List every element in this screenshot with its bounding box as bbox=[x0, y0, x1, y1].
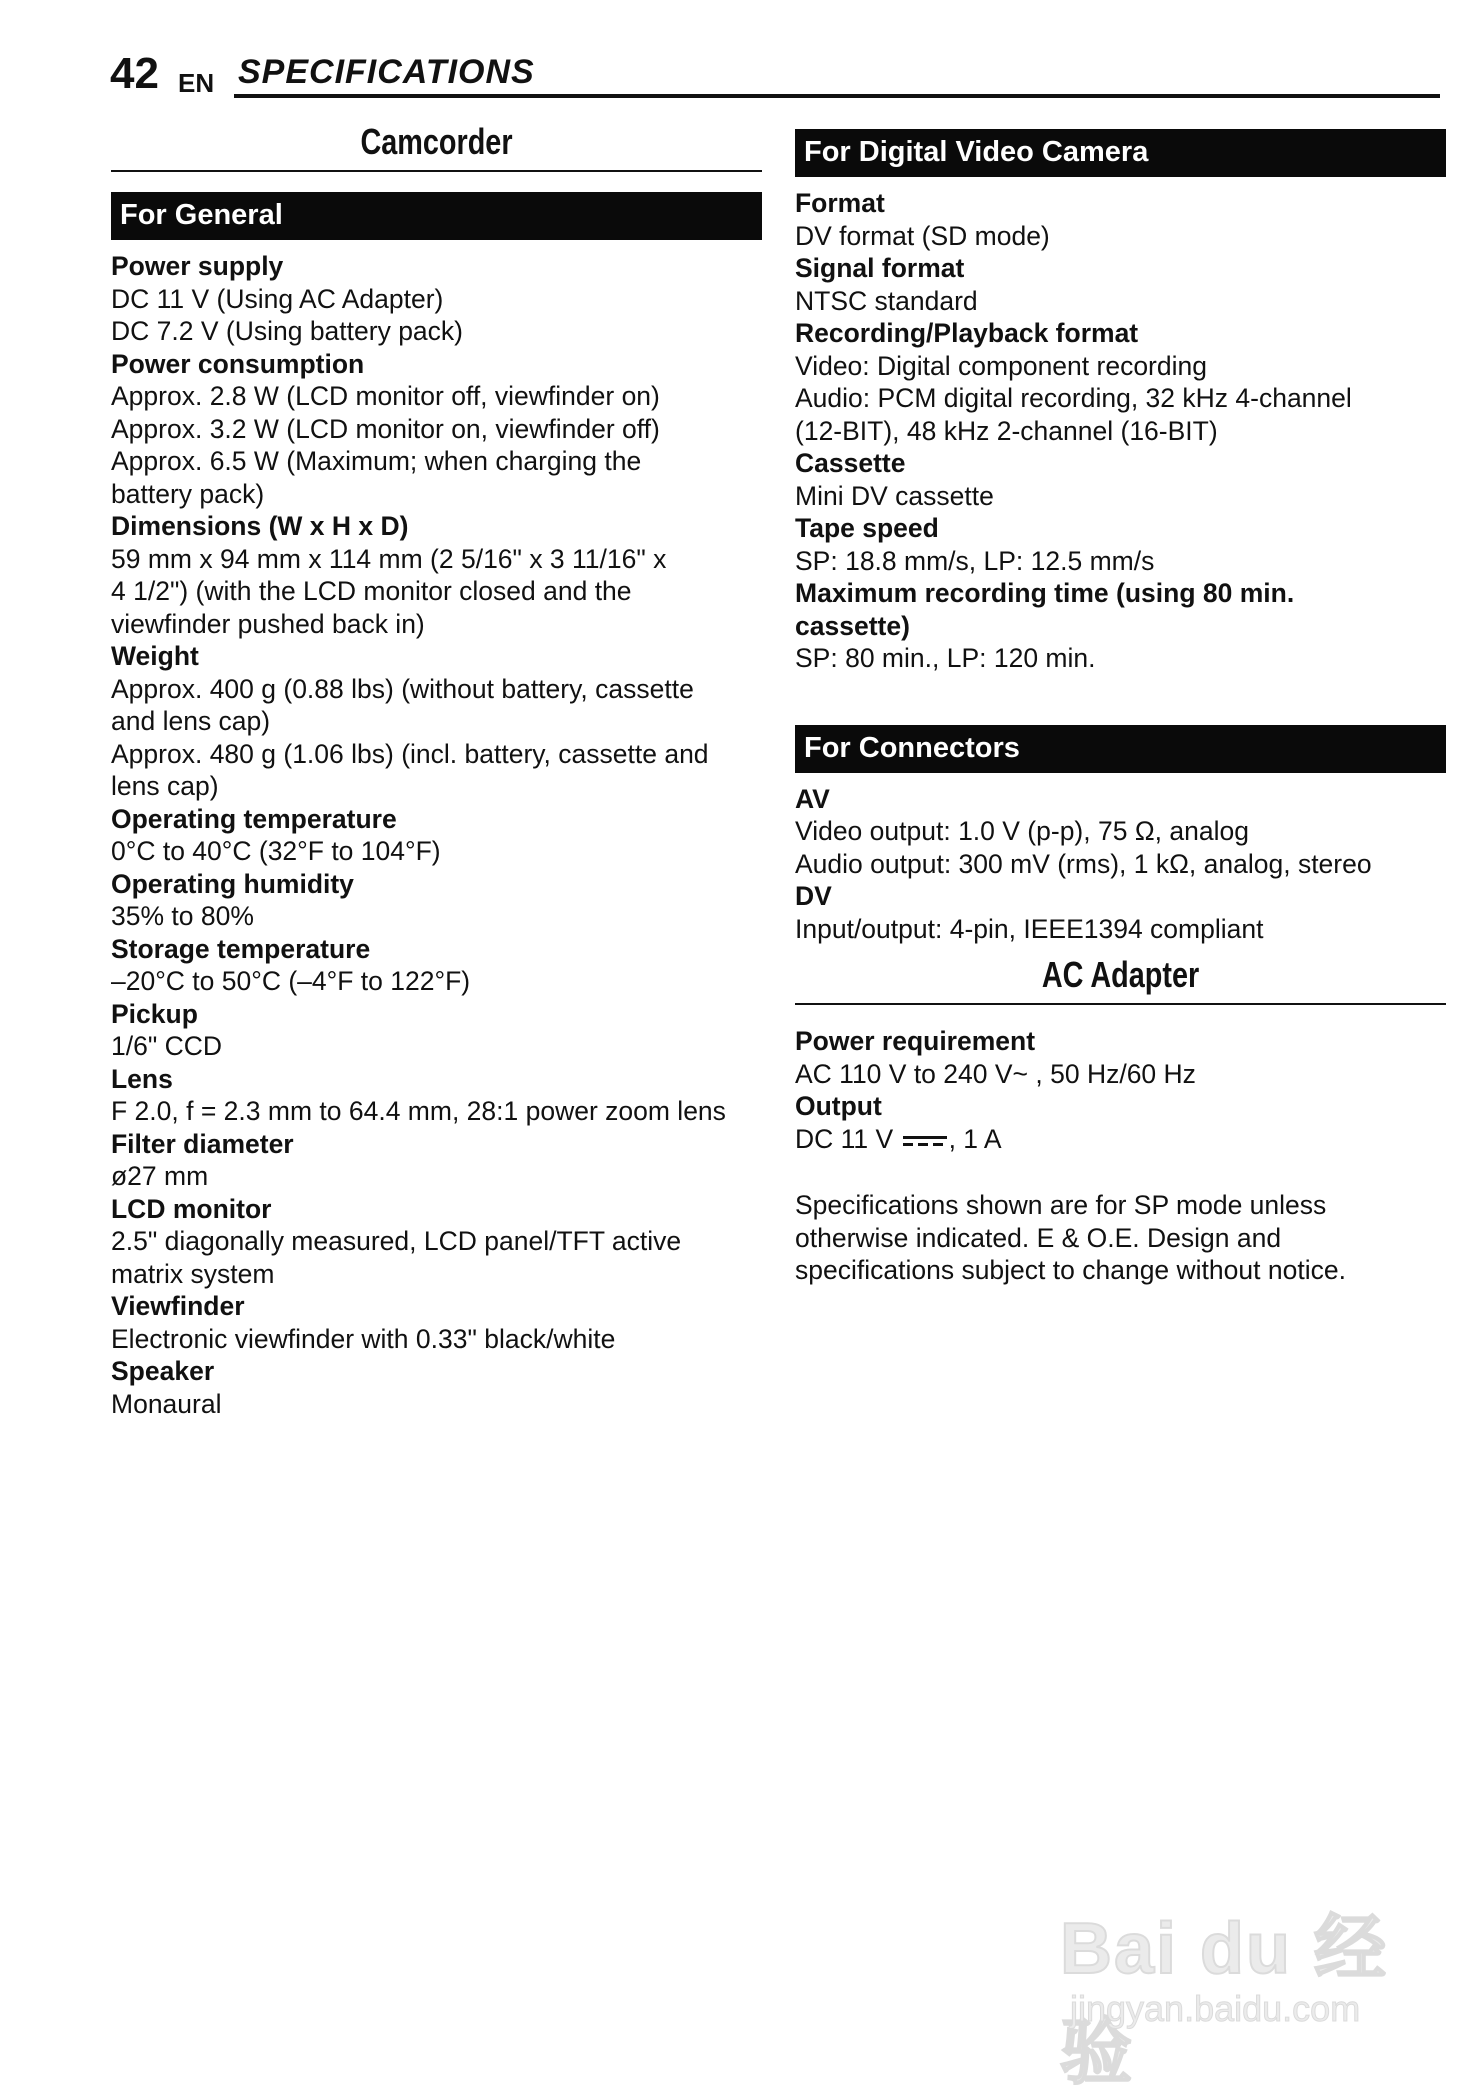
spec-term: Operating temperature bbox=[111, 803, 397, 834]
spec-value: matrix system bbox=[111, 1258, 275, 1289]
notice-text bbox=[795, 1189, 1446, 1287]
power-requirement-value: AC 110 V to 240 V~ , 50 Hz/60 Hz bbox=[795, 1058, 1196, 1089]
spec-value: Audio output: 300 mV (rms), 1 kΩ, analog, stereo bbox=[795, 848, 1372, 879]
spec-term: Filter diameter bbox=[111, 1128, 294, 1159]
general-spec-list bbox=[111, 250, 762, 1420]
power-requirement-term: Power requirement bbox=[795, 1026, 1036, 1056]
spec-value: Approx. 3.2 W (LCD monitor on, viewfinder off) bbox=[111, 413, 660, 444]
output-suffix: , 1 A bbox=[948, 1123, 1002, 1154]
spec-value: Approx. 480 g (1.06 lbs) (incl. battery, cassette and bbox=[111, 738, 709, 769]
connector-spec-list bbox=[795, 783, 1446, 946]
spec-value: 35% to 80% bbox=[111, 901, 254, 931]
spec-term: Operating humidity bbox=[111, 868, 354, 899]
spec-value: Approx. 2.8 W (LCD monitor off, viewfinder on) bbox=[111, 381, 660, 411]
spec-term: Signal format bbox=[795, 253, 965, 283]
spec-value: Monaural bbox=[111, 1388, 222, 1419]
spec-value: viewfinder pushed back in) bbox=[111, 608, 425, 639]
spec-term: Maximum recording time (using 80 min. bbox=[795, 578, 1295, 608]
watermark-logo: Bai du 经验 bbox=[1060, 1909, 1389, 2093]
output-value bbox=[795, 1123, 1446, 1156]
spec-value: NTSC standard bbox=[795, 285, 978, 316]
output-term: Output bbox=[795, 1091, 882, 1121]
spec-value: Approx. 400 g (0.88 lbs) (without battery, cassette bbox=[111, 673, 694, 704]
language-code: EN bbox=[178, 68, 215, 98]
spec-value: Input/output: 4-pin, IEEE1394 compliant bbox=[795, 913, 1264, 944]
spec-value: Approx. 6.5 W (Maximum; when charging the bbox=[111, 446, 642, 476]
spec-value: SP: 18.8 mm/s, LP: 12.5 mm/s bbox=[795, 545, 1155, 576]
spec-term: Power consumption bbox=[111, 348, 365, 379]
spec-value: Electronic viewfinder with 0.33" black/white bbox=[111, 1323, 616, 1354]
spec-value: DC 11 V (Using AC Adapter) bbox=[111, 283, 444, 314]
spec-value: Mini DV cassette bbox=[795, 480, 994, 511]
spec-term: AV bbox=[795, 783, 830, 814]
spec-value: (12-BIT), 48 kHz 2-channel (16-BIT) bbox=[795, 415, 1218, 446]
spec-value: Video: Digital component recording bbox=[795, 350, 1207, 381]
spec-term: cassette) bbox=[795, 610, 910, 641]
spec-value: 4 1/2") (with the LCD monitor closed and the bbox=[111, 576, 632, 606]
camcorder-rule bbox=[111, 170, 762, 172]
camcorder-title: Camcorder bbox=[360, 121, 513, 162]
spec-term: Weight bbox=[111, 641, 199, 671]
spec-value: –20°C to 50°C (–4°F to 122°F) bbox=[111, 966, 471, 996]
spec-term: Dimensions (W x H x D) bbox=[111, 511, 409, 541]
spec-term: Cassette bbox=[795, 448, 906, 478]
dvc-spec-list bbox=[795, 187, 1446, 675]
page-title: SPECIFICATIONS bbox=[238, 53, 535, 91]
for-digital-video-camera-bar: For Digital Video Camera bbox=[795, 129, 1446, 177]
page-number: 42 bbox=[110, 49, 159, 98]
spec-value: lens cap) bbox=[111, 771, 219, 801]
dc-symbol-icon bbox=[903, 1135, 947, 1147]
spec-value: Audio: PCM digital recording, 32 kHz 4-channel bbox=[795, 383, 1352, 413]
spec-value: 1/6" CCD bbox=[111, 1031, 223, 1061]
for-connectors-bar: For Connectors bbox=[795, 725, 1446, 773]
header-rule bbox=[234, 94, 1440, 98]
spec-term: Speaker bbox=[111, 1356, 215, 1386]
spec-value: DV format (SD mode) bbox=[795, 220, 1050, 251]
spec-value: battery pack) bbox=[111, 478, 265, 509]
notice-line: otherwise indicated. E & O.E. Design and bbox=[795, 1222, 1282, 1253]
spec-value: and lens cap) bbox=[111, 706, 271, 736]
spec-term: Storage temperature bbox=[111, 933, 371, 964]
spec-value: DC 7.2 V (Using battery pack) bbox=[111, 316, 463, 346]
spec-value: SP: 80 min., LP: 120 min. bbox=[795, 643, 1096, 673]
right-column bbox=[795, 129, 1446, 1287]
spec-value: ø27 mm bbox=[111, 1161, 209, 1191]
spec-value: F 2.0, f = 2.3 mm to 64.4 mm, 28:1 power zoom lens bbox=[111, 1096, 726, 1126]
notice-line: specifications subject to change without notice. bbox=[795, 1255, 1346, 1285]
spec-term: Format bbox=[795, 188, 885, 218]
for-general-bar: For General bbox=[111, 192, 762, 240]
ac-adapter-title: AC Adapter bbox=[1041, 954, 1200, 995]
ac-adapter-rule bbox=[795, 1003, 1446, 1005]
baidu-watermark bbox=[1040, 1870, 1440, 2093]
spec-value: 59 mm x 94 mm x 114 mm (2 5/16" x 3 11/16" x bbox=[111, 543, 667, 574]
spec-term: DV bbox=[795, 881, 832, 911]
notice-line: Specifications shown are for SP mode unless bbox=[795, 1190, 1327, 1220]
spec-value: 2.5" diagonally measured, LCD panel/TFT active bbox=[111, 1226, 682, 1256]
spec-value: 0°C to 40°C (32°F to 104°F) bbox=[111, 836, 441, 866]
spec-term: Pickup bbox=[111, 998, 198, 1029]
spec-term: LCD monitor bbox=[111, 1193, 272, 1224]
left-column bbox=[111, 118, 762, 1420]
spec-term: Lens bbox=[111, 1063, 173, 1094]
spec-term: Viewfinder bbox=[111, 1291, 245, 1321]
spec-value: Video output: 1.0 V (p-p), 75 Ω, analog bbox=[795, 816, 1249, 846]
spec-term: Tape speed bbox=[795, 513, 939, 543]
page-header bbox=[110, 49, 1440, 100]
watermark-url: jingyan.baidu.com bbox=[1070, 1988, 1361, 2029]
spec-term: Recording/Playback format bbox=[795, 318, 1139, 348]
output-prefix: DC 11 V bbox=[795, 1123, 894, 1154]
spec-term: Power supply bbox=[111, 251, 284, 281]
